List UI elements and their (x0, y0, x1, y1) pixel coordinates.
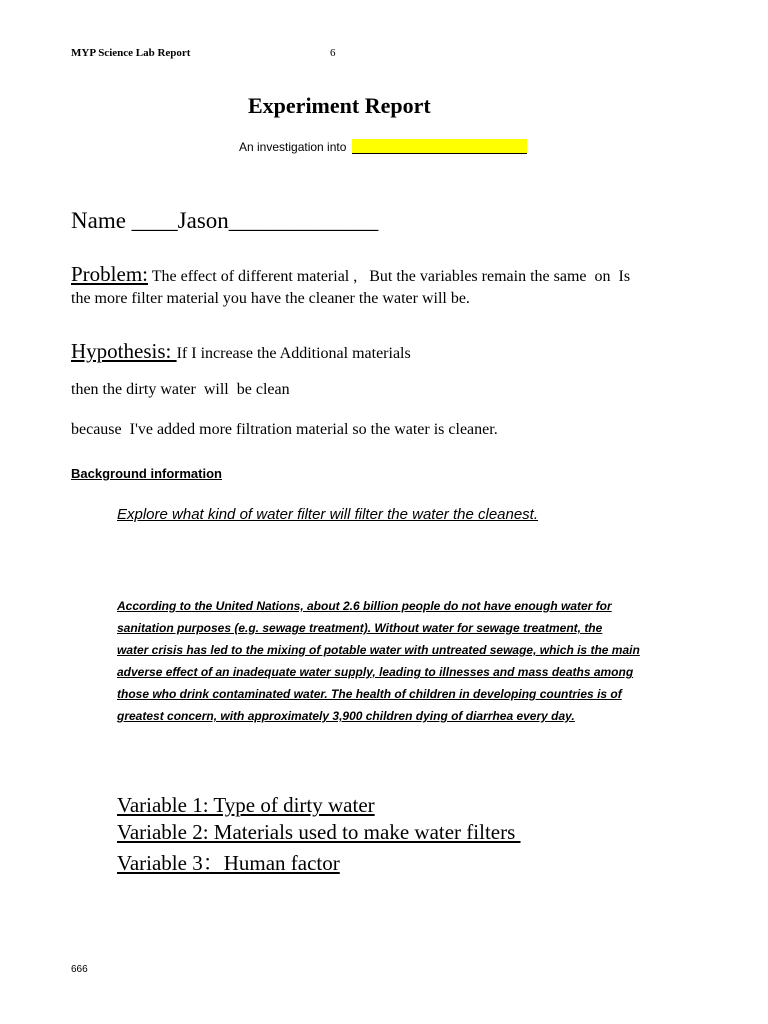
problem-line-2: the more filter material you have the cleaner the water will be. (71, 290, 470, 307)
variable-3: Variable 3：Human factor (117, 851, 340, 875)
problem-line-1 (71, 262, 630, 287)
problem-text-1: The effect of different material , But the variables remain the same on Is (148, 268, 631, 285)
problem-label: Problem: (71, 262, 148, 286)
investigation-line (239, 139, 527, 154)
paragraph-line: those who drink contaminated water. The health of children in developing countries is of (117, 687, 622, 701)
hypothesis-label: Hypothesis: (71, 339, 177, 363)
background-heading: Background information (71, 466, 222, 481)
paragraph-line: greatest concern, with approximately 3,900 children dying of diarrhea every day. (117, 709, 575, 723)
page-title: Experiment Report (248, 93, 431, 118)
investigation-prefix: An investigation into (239, 140, 347, 154)
hypothesis-line-1 (71, 339, 411, 364)
paragraph-line: adverse effect of an inadequate water supply, leading to illnesses and mass deaths among (117, 665, 634, 679)
variable-1: Variable 1: Type of dirty water (117, 793, 375, 817)
background-paragraph (117, 595, 717, 727)
paragraph-line: According to the United Nations, about 2.6 billion people do not have enough water for (117, 599, 612, 613)
hypothesis-text-1: If I increase the Additional materials (176, 345, 411, 362)
investigation-highlighted-blank (352, 139, 527, 154)
header-report-label: MYP Science Lab Report (71, 47, 191, 59)
hypothesis-line-3: because I've added more filtration material so the water is cleaner. (71, 421, 498, 438)
name-line: Name ____Jason_____________ (71, 208, 379, 233)
paragraph-line: water crisis has led to the mixing of potable water with untreated sewage, which is the main (117, 643, 640, 657)
paragraph-line: sanitation purposes (e.g. sewage treatment). Without water for sewage treatment, the (117, 621, 603, 635)
header-page-number: 6 (330, 47, 336, 59)
hypothesis-line-2: then the dirty water will be clean (71, 381, 290, 398)
footer-number: 666 (71, 964, 88, 975)
variable-2: Variable 2: Materials used to make water filters (117, 820, 521, 844)
explore-statement: Explore what kind of water filter will filter the water the cleanest. (117, 506, 539, 523)
